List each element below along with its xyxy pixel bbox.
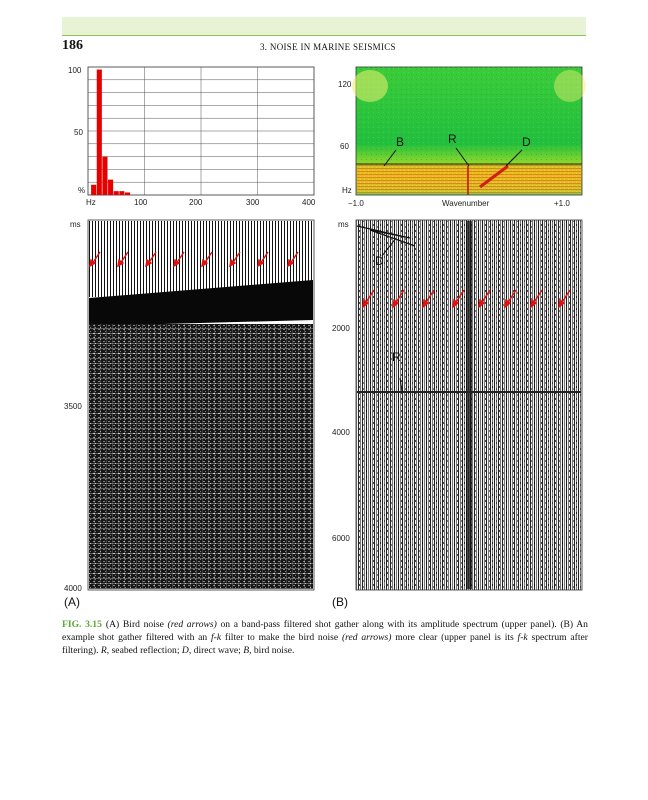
header-band (62, 17, 586, 35)
spec-x-tick-hz: Hz (86, 198, 96, 207)
spec-x-tick-100: 100 (134, 198, 148, 207)
page-number: 186 (62, 38, 83, 53)
fk-y-tick-120: 120 (338, 80, 352, 89)
amplitude-spectrum-panel (62, 62, 330, 212)
caption-emphasis-1: (red arrows) (167, 619, 217, 630)
spectrum-bar (125, 192, 130, 195)
gather-a-y-tick-4000: 4000 (64, 584, 82, 593)
spec-y-tick-50: 50 (74, 128, 83, 137)
fk-x-title: Wavenumber (442, 199, 490, 208)
caption-text-4: more clear (upper panel is its (391, 632, 518, 643)
spectrum-bar (119, 191, 124, 195)
gather-a-y-unit: ms (70, 220, 81, 229)
fk-label-direct-wave: D (522, 135, 531, 149)
caption-text-8: , bird noise. (249, 645, 295, 656)
spectrum-bar (97, 70, 102, 195)
caption-text-7: , direct wave; (188, 645, 244, 656)
spec-y-tick-percent: % (78, 186, 86, 195)
gather-b-label-direct-wave: D (375, 254, 384, 268)
spec-x-tick-400: 400 (302, 198, 316, 207)
fk-spectrum-panel (330, 62, 588, 212)
amplitude-spectrum-chart (62, 62, 330, 212)
shot-gather-a-panel (62, 216, 330, 612)
caption-text-5: spectrum after filtering). (62, 632, 588, 656)
fk-y-tick-hz: Hz (342, 186, 352, 195)
header-rule (62, 35, 586, 36)
gather-b-y-unit: ms (338, 220, 349, 229)
gather-b-y-tick-2000: 2000 (332, 324, 350, 333)
caption-emphasis-7: B (243, 645, 250, 656)
running-title: 3. NOISE IN MARINE SEISMICS (260, 42, 396, 52)
figure-label: FIG. 3.15 (62, 619, 102, 630)
caption-text-3: filter to make the bird noise (221, 632, 342, 643)
caption-emphasis-3: (red arrows) (341, 632, 392, 643)
panel-b-label: (B) (332, 595, 348, 609)
shot-gather-b-image (330, 216, 588, 612)
gather-b-y-tick-4000: 4000 (332, 428, 350, 437)
caption-text-2: on a band-pass filtered shot gather along with its amplitude spectrum (upper panel). (B) An example shot gather filtered with an (62, 619, 588, 643)
gather-b-label-seabed-reflection: R (392, 350, 401, 364)
fk-x-tick-left: −1.0 (348, 199, 364, 208)
spectrum-bar (91, 185, 96, 195)
caption-emphasis-4: f-k (517, 632, 528, 643)
panel-a-label: (A) (64, 595, 80, 609)
fk-spectrum-image (330, 62, 588, 212)
shot-gather-b-panel (330, 216, 588, 612)
caption-text-1: (A) Bird noise (105, 619, 168, 630)
caption-emphasis-2: f-k (211, 632, 222, 643)
caption-text-6: , seabed reflection; (106, 645, 182, 656)
spectrum-bar (114, 191, 119, 195)
spectrum-bar (108, 180, 113, 195)
gather-a-y-tick-3500: 3500 (64, 402, 82, 411)
spec-x-tick-200: 200 (189, 198, 203, 207)
spectrum-bar (102, 157, 107, 195)
caption-emphasis-5: R (100, 645, 107, 656)
gather-b-y-tick-6000: 6000 (332, 534, 350, 543)
fk-y-tick-60: 60 (340, 142, 349, 151)
spec-y-tick-100: 100 (68, 66, 82, 75)
figure-caption (62, 618, 588, 657)
spec-x-tick-300: 300 (246, 198, 260, 207)
fk-x-tick-right: +1.0 (554, 199, 570, 208)
caption-emphasis-6: D (181, 645, 189, 656)
shot-gather-a-image (62, 216, 330, 612)
fk-label-bird-noise: B (396, 135, 405, 149)
fk-label-seabed-reflection: R (448, 132, 457, 146)
